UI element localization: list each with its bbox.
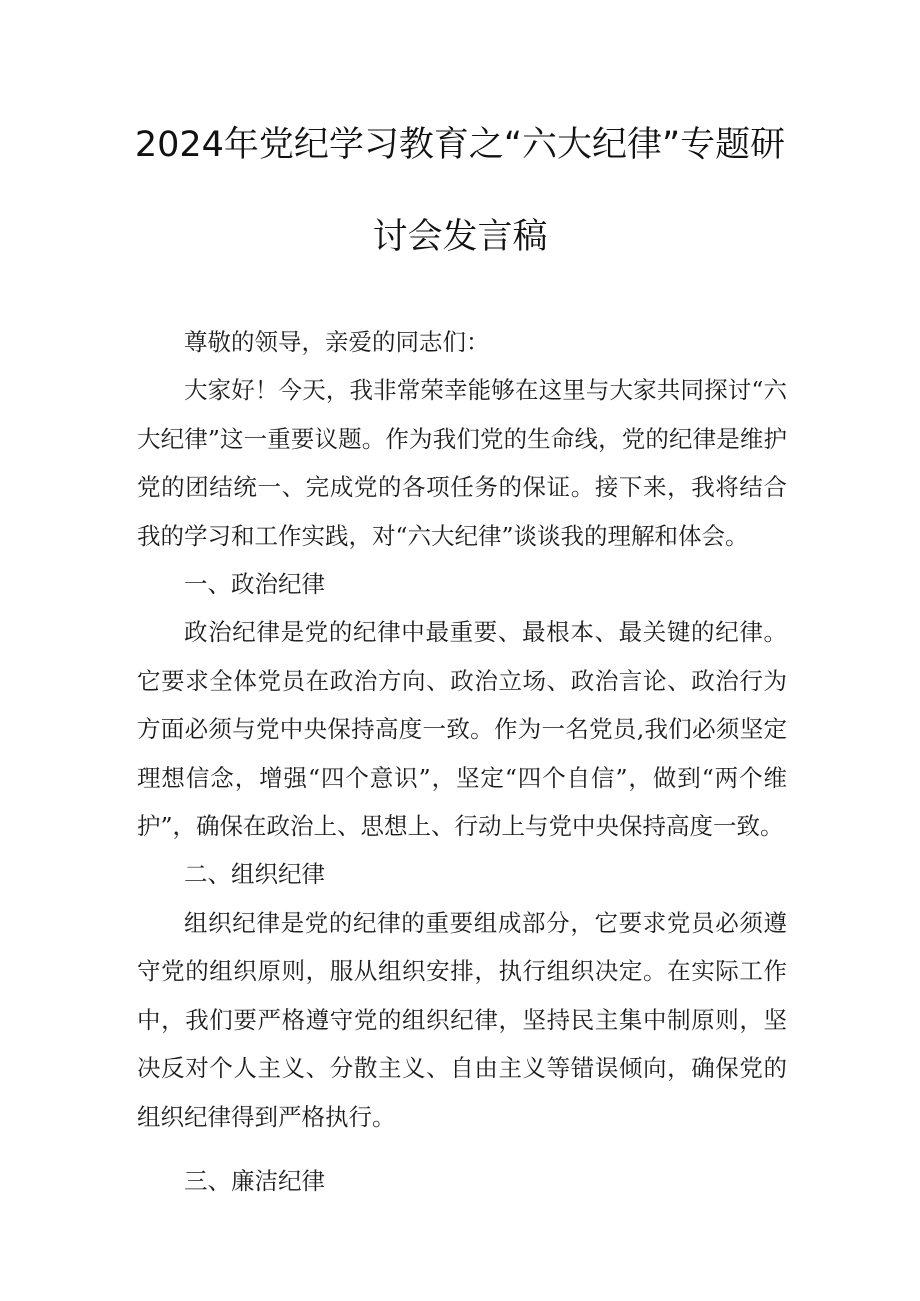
- paragraph-spacer: [137, 1141, 787, 1157]
- document-title-line-1: 2024年党纪学习教育之“六大纪律”专题研: [134, 125, 786, 165]
- section-heading-political: 一、政治纪律: [184, 570, 325, 599]
- section-heading-organizational: 二、组织纪律: [184, 860, 325, 889]
- document-title-line-2: 讨会发言稿: [372, 217, 548, 257]
- section-text-organizational: 组织纪律是党的纪律的重要组成部分，它要求党员必须遵守党的组织原则，服从组织安排，执行组织决定。在实际工作中，我们要严格遵守党的组织纪律，坚持民主集中制原则，坚决反对个人主义、分散主义、自由主义等错误倾向，确保党的组织纪律得到严格执行。: [137, 908, 787, 1131]
- document-body: [137, 318, 787, 1205]
- section-text-political: 政治纪律是党的纪律中最重要、最根本、最关键的纪律。它要求全体党员在政治方向、政治立场、政治言论、政治行为方面必须与党中央保持高度一致。作为一名党员,我们必须坚定理想信念，增强“四个意识”，坚定“四个自信”，做到“两个维护”，确保在政治上、思想上、行动上与党中央保持高度一致。: [137, 618, 787, 841]
- intro-paragraph: 大家好！今天，我非常荣幸能够在这里与大家共同探讨“六大纪律”这一重要议题。作为我们党的生命线，党的纪律是维护党的团结统一、完成党的各项任务的保证。接下来，我将结合我的学习和工作实践，对“六大纪律”谈谈我的理解和体会。: [137, 376, 787, 550]
- salutation: 尊敬的领导，亲爱的同志们：: [184, 328, 490, 356]
- section-heading-integrity: 三、廉洁纪律: [184, 1166, 325, 1195]
